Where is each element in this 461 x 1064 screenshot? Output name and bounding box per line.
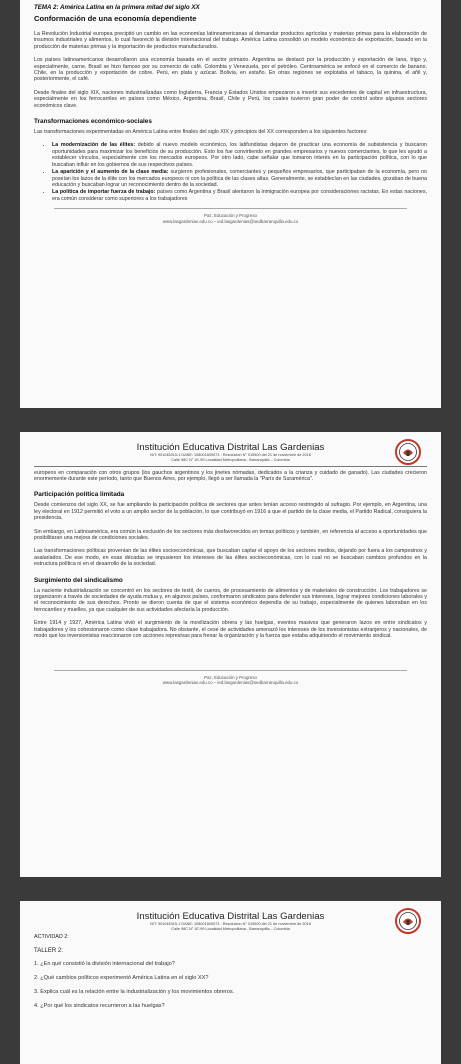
list-item-term: La política de importar fuerza de trabajo: bbox=[52, 189, 156, 196]
factor-list bbox=[34, 142, 427, 202]
topic-heading: TEMA 2: América Latina en la primera mitad del siglo XX bbox=[34, 4, 200, 11]
footer-contact: www.lasgardenias.edu.co – ied.lasgardenias@sedbarranquilla.edu.co bbox=[162, 680, 299, 686]
section-intro: Las transformaciones experimentadas en América Latina entre finales del siglo XIX y principios del XX corresponden a los siguientes factores: bbox=[34, 129, 368, 136]
footer-divider bbox=[54, 208, 408, 209]
school-header bbox=[34, 442, 427, 467]
page-1 bbox=[20, 0, 441, 408]
list-item-text: debido al nuevo modelo económico, los latifundistas dejaron de practicar una economía de subsistencia y buscaron oportunidades para maximizar los beneficios de su producción. Esto los fue convirtiendo en grandes empresarios y nuevos comerciantes, lo que les ayudó a establecer vínculos, especialmente con los mercados europeos. Por otro lado, cabe señalar que tomaron interés en la participación política, con lo que buscaban influir en los gobiernos de sus respectivos países. bbox=[52, 142, 427, 168]
section-title: Transformaciones económico-sociales bbox=[34, 118, 152, 126]
paragraph: Los países latinoamericanos desarrollaron una economía basada en el sector primario. Argentina se destacó por la producción y exportación de lana, trigo y, especialmente, carne. Brasil se hizo famoso por su comercio de café. Colombia y Venezuela, por el petróleo. Centroamérica se enfocó en el comercio de banano. Chile, en la producción y exportación de cobre. Perú, en plata y azúcar. Bolivia, en estaño. En otras regiones se explotaba el tabaco, la quinina, el añil y, posteriormente, el café. bbox=[34, 57, 427, 83]
school-address: Calle 98C N° 1E-99 Localidad Metropolitana - Barranquilla – Colombia bbox=[171, 926, 290, 931]
section-title: Surgimiento del sindicalismo bbox=[34, 576, 123, 584]
continued-paragraph: europeos en comparación con otros grupos (los gauchos argentinos y los jinetes nómadas, dedicados a la crianza y cuidado de ganado). Las ciudades crecieron enormemente durante este período, tanto que Buenos Aires, por ejemplo, llegó a ser llamada la "París de Suramérica". bbox=[34, 469, 427, 482]
school-header bbox=[34, 911, 427, 932]
activity-label: ACTIVIDAD 2: bbox=[34, 933, 69, 940]
paragraph: Entre 1914 y 1927, América Latina vivió el surgimiento de la movilización obrera y las huelgas, eventos masivos que generaron lazos en entre sindicatos y trabajadores y los cohesionaron como clase trabajadora. No obstante, el cese de actividades amenazó los intereses de los inversionistas extranjeros y nacionales, de modo que los inversionistas reaccionaron con acciones represivas para frenar la organización y la fuerza que estaba adquiriendo el movimiento sindical. bbox=[34, 620, 427, 640]
question-item: 1. ¿En qué consistió la división internacional del trabajo? bbox=[34, 960, 175, 967]
header-divider bbox=[34, 466, 427, 467]
list-item-term: La aparición y el aumento de la clase media: bbox=[52, 169, 169, 176]
question-item: 3. Explica cuál es la relación entre la industrialización y los movimientos obreros. bbox=[34, 988, 235, 995]
paragraph: Desde comienzos del siglo XX, se fue ampliando la participación política de sectores que antes tenían acceso restringido al sufragio. Por ejemplo, en Argentina, una ley electoral en 1912 permitió el voto a un amplio sector de la población, lo que contribuyó en 1916 a que el partido de la clase media, el Partido Radical, consiguiera la presidencia. bbox=[34, 502, 427, 522]
page-2 bbox=[20, 432, 441, 877]
list-item-term: La modernización de las élites: bbox=[52, 142, 136, 149]
page-3 bbox=[20, 901, 441, 1064]
paragraph: La naciente industrialización se concentró en los sectores de textil, de cueros, de procesamiento de alimentos y de materiales de construcción. Los trabajadores se organizaron a través de sociedades de ayuda mutua y, en algunos países, conformaron sindicatos para defender sus intereses, lograr mejores condiciones laborales y el reconocimiento de sus derechos. Pronto se dieron cuenta de que el sistema económico dependía de su trabajo, especialmente de quienes laboraban en los ferrocarriles y muelles, ya que cualquier de sus actividades afectaría la producción. bbox=[34, 587, 427, 613]
workshop-label: TALLER 2: bbox=[34, 947, 63, 954]
list-item-text: surgieron profesionales, comerciantes y pequeños empresarios, que participaban de la economía, pero no poseían los lazos de la élite con los mercados europeos ni con la política de las clases altas. Generalmente, se establecían en las ciudades, gozaban de buena educación y buscaban lograr un reconocimiento dentro de la sociedad. bbox=[52, 169, 427, 188]
question-item: 4. ¿Por qué los sindicatos recurrieron a las huelgas? bbox=[34, 1002, 165, 1009]
footer-motto: Paz, Educación y Progreso bbox=[204, 213, 257, 219]
footer-contact: www.lasgardenias.edu.co – ied.lasgardenias@sedbarranquilla.edu.co bbox=[162, 218, 299, 224]
list-item bbox=[52, 189, 427, 202]
paragraph: La Revolución Industrial europea precipitó un cambio en las economías latinoamericanas al demandar productos agrícolas y materias primas para la elaboración de insumos industriales y alimentos, lo cual favoreció la división internacional del trabajo. América Latina consolidó un modelo económico de exportación, basado en la producción de materias primas y la importación de productos manufacturados. bbox=[34, 31, 427, 50]
list-item bbox=[52, 169, 427, 188]
page-footer bbox=[34, 670, 427, 687]
school-crest-icon bbox=[395, 908, 421, 934]
paragraph: Las transformaciones políticas provenían de las élites socioeconómicas, que buscaban captar el apoyo de los sectores medios, dejando por fuera a los campesinos y asalariados. De ese modo, en esas décadas se impusieron los intereses de las élites socioeconómicas, con lo cual no se buscaban cambios profundos en la estructura política ni en el desarrollo de la sociedad. bbox=[34, 548, 427, 568]
school-name: Institución Educativa Distrital Las Gardenias bbox=[136, 442, 325, 453]
main-title: Conformación de una economía dependiente bbox=[34, 14, 197, 23]
question-item: 2. ¿Qué cambios políticos experimentó América Latina en el siglo XX? bbox=[34, 974, 209, 981]
school-crest-icon bbox=[395, 439, 421, 465]
footer-divider bbox=[54, 670, 408, 671]
school-registration: NIT: 901046315-1 DANE: 108001800073 - Resolución N° 015500 del 21 de noviembre de 2016 bbox=[150, 453, 311, 457]
school-registration: NIT: 901046315-1 DANE: 108001800073 - Resolución N° 015500 del 21 de noviembre de 2016 bbox=[150, 922, 311, 926]
footer-motto: Paz, Educación y Progreso bbox=[204, 674, 257, 680]
school-name: Institución Educativa Distrital Las Gardenias bbox=[136, 911, 325, 922]
paragraph: Sin embargo, en Latinoamérica, era común la exclusión de los sectores más desfavorecidos en temas políticos y también, en referencia al acceso a oportunidades que posibilitaran una mejora de condiciones sociales. bbox=[34, 528, 427, 542]
page-footer bbox=[34, 208, 427, 225]
section-title: Participación política limitada bbox=[34, 491, 125, 499]
list-item bbox=[52, 142, 427, 168]
paragraph: Desde finales del siglo XIX, naciones industrializadas como Inglaterra, Francia y Estados Unidos empezaron a invertir sus excedentes de capital en infraestructura, especialmente en los ferrocarriles en países como México, Argentina, Brasil, Chile y Perú, los cuales tuvieron gran poder de control sobre algunos sectores económicos clave. bbox=[34, 89, 427, 109]
school-address: Calle 98C N° 1E-99 Localidad Metropolitana - Barranquilla – Colombia bbox=[171, 457, 290, 462]
list-item-text: países como Argentina y Brasil alentaron la inmigración europea por consideraciones racistas. En estas naciones, era común considerar como superiores a los trabajadores bbox=[52, 189, 427, 202]
